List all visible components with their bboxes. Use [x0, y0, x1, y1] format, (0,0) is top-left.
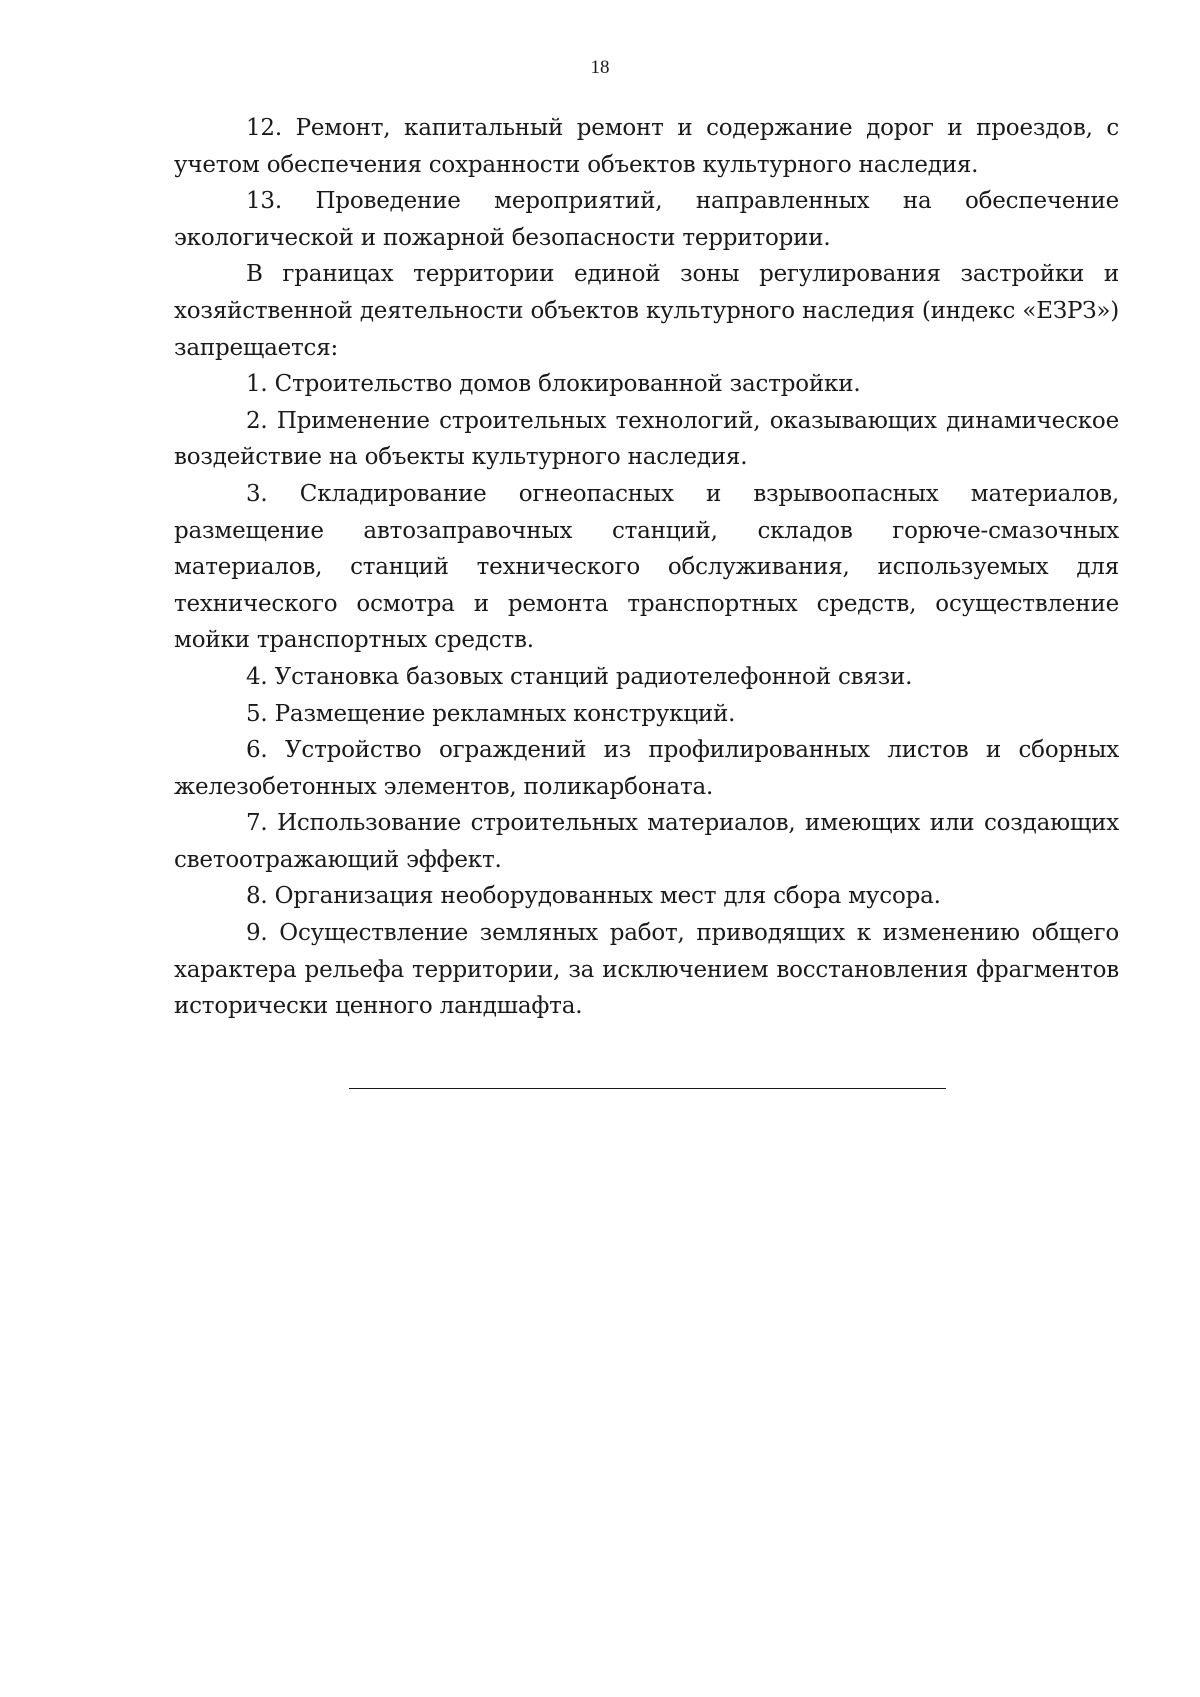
document-body — [174, 110, 1119, 1025]
prohibition-item-3: 3. Складирование огнеопасных и взрывоопасных материалов, размещение автозаправочных станций, складов горюче-смазочных материалов, станций технического обслуживания, используемых для технического осмотра и ремонта транспортных средств, осуществление мойки транспортных средств. — [174, 480, 1119, 654]
prohibition-item-2: 2. Применение строительных технологий, оказывающих динамическое воздействие на объекты культурного наследия. — [174, 407, 1119, 471]
paragraph-ezrz-intro: В границах территории единой зоны регулирования застройки и хозяйственной деятельности объектов культурного наследия (индекс «ЕЗРЗ») запрещается: — [174, 261, 1119, 361]
prohibition-item-1: 1. Строительство домов блокированной застройки. — [246, 371, 861, 398]
prohibition-item-7: 7. Использование строительных материалов, имеющих или создающих светоотражающий эффект. — [174, 810, 1119, 873]
end-divider-line — [349, 1088, 946, 1089]
prohibition-item-8: 8. Организация необорудованных мест для сбора мусора. — [246, 883, 941, 910]
page-number: 18 — [590, 57, 610, 78]
paragraph-item-13: 13. Проведение мероприятий, направленных на обеспечение экологической и пожарной безопасности территории. — [174, 188, 1119, 251]
prohibition-item-5: 5. Размещение рекламных конструкций. — [246, 700, 736, 727]
prohibition-item-6: 6. Устройство ограждений из профилированных листов и сборных железобетонных элементов, поликарбоната. — [174, 737, 1119, 800]
prohibition-item-9: 9. Осуществление земляных работ, приводящих к изменению общего характера рельефа территории, за исключением восстановления фрагментов исторически ценного ландшафта. — [174, 920, 1119, 1020]
prohibition-item-4: 4. Установка базовых станций радиотелефонной связи. — [246, 663, 913, 690]
paragraph-item-12: 12. Ремонт, капитальный ремонт и содержание дорог и проездов, с учетом обеспечения сохранности объектов культурного наследия. — [174, 115, 1119, 178]
